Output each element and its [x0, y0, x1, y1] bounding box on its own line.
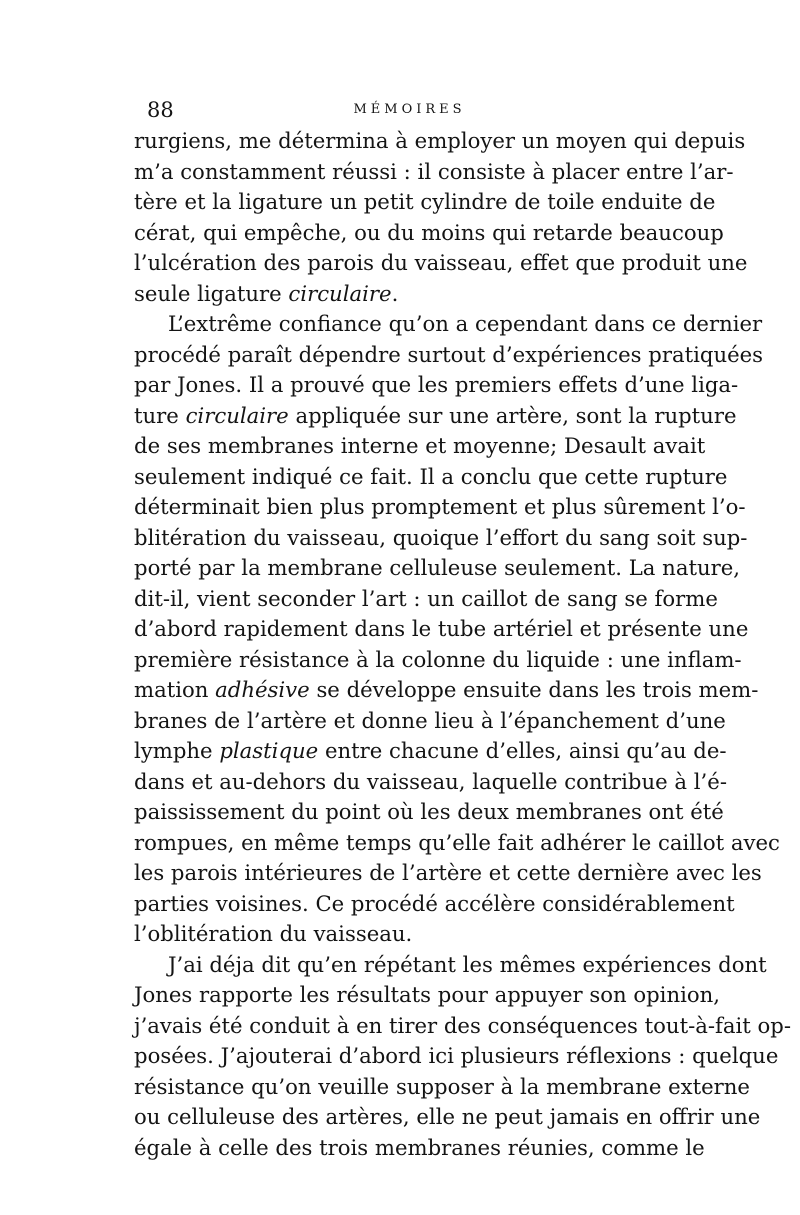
text-line: [134, 950, 767, 981]
text-segment: par Jones. Il a prouvé que les premiers effets d’une liga-: [134, 372, 739, 397]
text-segment: ture: [134, 402, 186, 428]
text-segment: les parois intérieures de l’artère et cette dernière avec les: [134, 860, 762, 885]
text-segment: cérat, qui empêche, ou du moins qui retarde beaucoup: [134, 219, 724, 245]
text-segment: lymphe: [134, 738, 220, 763]
text-segment: entre chacune d’elles, ainsi qu’au de-: [318, 738, 727, 763]
text-line: [134, 797, 724, 828]
text-line: [134, 980, 721, 1011]
text-segment: posées. J’ajouterai d’abord ici plusieurs réflexions : quelque: [134, 1043, 779, 1068]
text-segment: J’ai déja dit qu’en répétant les mêmes expériences dont: [168, 951, 767, 977]
text-segment: seulement indiqué ce fait. Il a conclu que cette rupture: [134, 463, 728, 489]
italic-term: adhésive: [215, 677, 310, 702]
text-segment: blitération du vaisseau, quoique l’effort du sang soit sup-: [134, 524, 748, 550]
text-segment: tère et la ligature un petit cylindre de toile enduite de: [134, 189, 716, 214]
text-line: [134, 736, 727, 767]
text-segment: rompues, en même temps qu’elle fait adhérer le caillot avec: [134, 829, 780, 855]
text-segment: ou celluleuse des artères, elle ne peut jamais en offrir une: [134, 1104, 761, 1129]
text-line: [134, 218, 724, 249]
text-line: [134, 767, 727, 798]
italic-term: circulaire: [185, 402, 289, 428]
text-segment: seule ligature: [134, 280, 289, 306]
text-line: [134, 675, 759, 706]
text-line: [134, 858, 762, 889]
text-line: [134, 614, 749, 645]
body-text: [134, 126, 792, 1163]
text-line: [134, 553, 741, 584]
text-segment: L’extrême confiance qu’on a cependant dans ce dernier: [168, 311, 763, 336]
text-segment: paississement du point où les deux membranes ont été: [134, 799, 724, 824]
text-line: [134, 492, 746, 523]
text-segment: mation: [134, 677, 216, 702]
text-line: [134, 889, 735, 920]
text-line: [134, 340, 764, 371]
text-line: [134, 248, 748, 279]
text-segment: première résistance à la colonne du liquide : une inflam-: [134, 646, 742, 672]
text-line: [134, 1011, 792, 1042]
text-line: [134, 1133, 705, 1164]
text-line: [134, 828, 780, 859]
text-line: [134, 1072, 750, 1103]
italic-term: circulaire: [288, 280, 392, 306]
text-line: [134, 523, 748, 554]
page-number: 88: [147, 98, 174, 122]
text-segment: dit-il, vient seconder l’art : un caillot de sang se forme: [134, 585, 718, 611]
text-line: [134, 279, 676, 310]
text-line: [134, 370, 739, 401]
text-segment: branes de l’artère et donne lieu à l’épanchement d’une: [134, 707, 726, 733]
text-line: [134, 431, 706, 462]
text-line: [134, 401, 737, 432]
text-segment: égale à celle des trois membranes réunies, comme le: [134, 1134, 705, 1160]
text-segment: l’ulcération des parois du vaisseau, effet que produit une: [134, 250, 748, 275]
text-line: [134, 157, 734, 188]
text-segment: j’avais été conduit à en tirer des conséquences tout-à-fait op-: [134, 1012, 792, 1038]
text-line: [134, 584, 718, 615]
text-line: [134, 1041, 779, 1072]
text-segment: dans et au-dehors du vaisseau, laquelle contribue à l’é-: [134, 768, 727, 794]
text-line: [134, 462, 728, 493]
page-header: [147, 95, 672, 125]
text-segment: Jones rapporte les résultats pour appuyer son opinion,: [134, 982, 721, 1007]
text-segment: de ses membranes interne et moyenne; Desault avait: [134, 433, 706, 458]
running-title: MÉMOIRES: [353, 102, 466, 117]
text-segment: procédé paraît dépendre surtout d’expériences pratiquées: [134, 341, 764, 367]
text-line: [134, 309, 763, 340]
text-segment: résistance qu’on veuille supposer à la membrane externe: [134, 1073, 750, 1099]
text-segment: l’oblitération du vaisseau.: [134, 921, 413, 946]
text-line: [134, 919, 676, 950]
text-line: [134, 126, 746, 157]
text-line: [134, 645, 742, 676]
text-segment: déterminait bien plus promptement et plus sûrement l’o-: [134, 494, 746, 519]
italic-term: plastique: [219, 738, 319, 763]
text-segment: rurgiens, me détermina à employer un moyen qui depuis: [134, 128, 746, 153]
text-segment: m’a constamment réussi : il consiste à placer entre l’ar-: [134, 158, 734, 184]
text-segment: appliquée sur une artère, sont la rupture: [288, 402, 737, 428]
text-segment: se développe ensuite dans les trois mem-: [309, 677, 759, 702]
text-segment: parties voisines. Ce procédé accélère considérablement: [134, 890, 735, 916]
text-segment: d’abord rapidement dans le tube artériel et présente une: [134, 616, 749, 641]
text-line: [134, 187, 716, 218]
text-line: [134, 706, 726, 737]
text-line: [134, 1102, 761, 1133]
text-segment: .: [391, 280, 399, 306]
text-segment: porté par la membrane celluleuse seulement. La nature,: [134, 555, 741, 580]
